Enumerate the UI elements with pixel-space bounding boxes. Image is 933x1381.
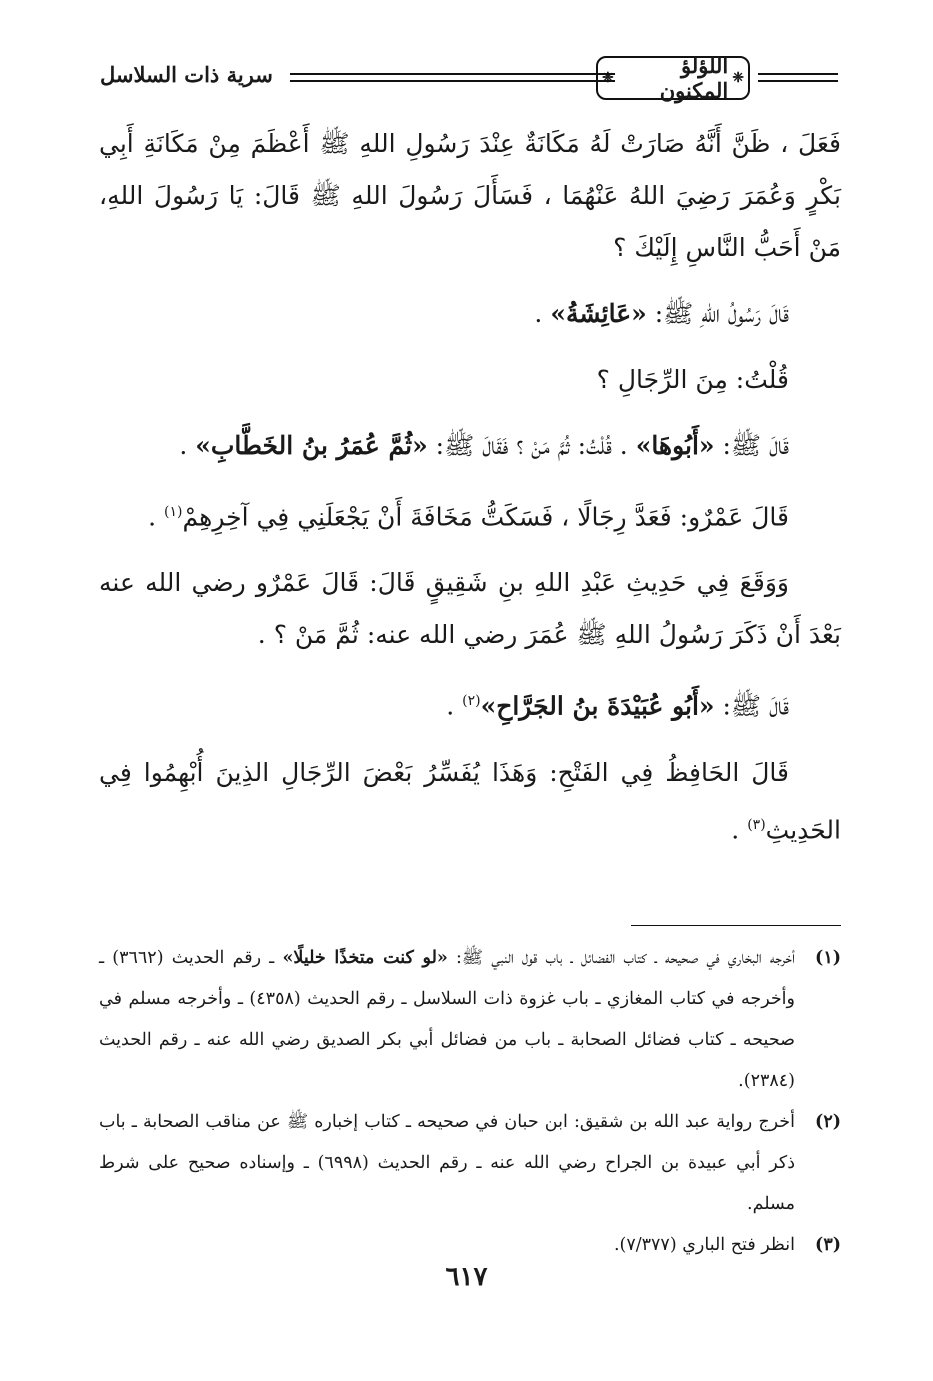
text-run: قَالَ الحَافِظُ فِي الفَتْحِ: وَهَذَا يُفَسِّرُ بَعْضَ الرِّجَالِ الذِينَ أُبْهِمُوا فِي الحَدِيثِ <box>99 757 841 844</box>
book-title: اللؤلؤ المكنون <box>659 53 729 103</box>
page-number: ٦١٧ <box>445 1262 488 1292</box>
text-run: قَالَ ﷺ: <box>714 691 789 721</box>
footnote-text: أخرج رواية عبد الله بن شقيق: ابن حبان في صحيحه ـ كتاب إخباره ﷺ عن مناقب الصحابة ـ باب ذكر أبي عبيدة بن الجراح رضي الله عنه ـ رقم الحديث (٦٩٩٨) ـ وإسناده صحيح على شرط مسلم. <box>99 1112 795 1214</box>
hadith-quote: «أَبُو عُبَيْدَةَ بنُ الجَرَّاحِ» <box>480 691 715 721</box>
text-run: . <box>731 814 748 844</box>
ornament-icon: ❈ <box>732 70 744 86</box>
paragraph <box>99 747 841 856</box>
footnotes <box>99 938 841 1266</box>
footnote <box>99 1102 841 1225</box>
paragraph: وَوَقَعَ فِي حَدِيثِ عَبْدِ اللهِ بنِ شَقِيقٍ قَالَ: قَالَ عَمْرٌو رضي الله عنه بَعْدَ أَنْ ذَكَرَ رَسُولُ اللهِ ﷺ عُمَرَ رضي الله عنه: ثُمَّ مَنْ ؟ . <box>99 568 841 650</box>
ornament-icon: ❈ <box>602 70 614 86</box>
footnote-ref[interactable]: (٢) <box>462 693 481 710</box>
text-run: ـ رقم الحديث (٣٦٦٢) ـ وأخرجه في كتاب المغازي ـ باب غزوة ذات السلاسل ـ رقم الحديث (٤٣٥٨) ـ وأخرجه مسلم في صحيحه ـ كتاب فضائل الصحابة ـ باب من فضائل أبي بكر الصديق رضي الله عنه ـ رقم الحديث (٢٣٨٤). <box>99 948 795 1091</box>
header-rule-right <box>758 73 838 82</box>
chapter-title: سرية ذات السلاسل <box>100 62 273 87</box>
footnote-number: (٣) <box>815 1235 841 1255</box>
footnote-ref[interactable]: (١) <box>164 504 183 520</box>
book-title-cartouche <box>596 53 750 103</box>
text-run: قَالَ ﷺ: <box>714 431 789 460</box>
text-run: . <box>148 502 165 532</box>
footnote-text <box>99 938 795 1102</box>
running-header <box>100 53 838 103</box>
footnote-number: (٢) <box>815 1112 841 1132</box>
text-run: . <box>446 691 463 721</box>
text-run: قَالَ عَمْرٌو: فَعَدَّ رِجَالًا ، فَسَكَتُّ مَخَافَةَ أَنْ يَجْعَلَنِي فِي آخِرِهِمْ <box>182 502 789 532</box>
paragraph <box>99 288 841 340</box>
text-run: . قُلْتُ: ثُمَّ مَنْ ؟ فَقَالَ ﷺ: <box>427 431 636 460</box>
text-run: أخرجه البخاري في صحيحه ـ كتاب الفضائل ـ باب قول النبي ﷺ: <box>447 948 795 968</box>
paragraph <box>99 420 841 472</box>
hadith-quote: «أَبُوهَا» <box>635 431 715 460</box>
paragraph <box>99 675 841 732</box>
footnote-number: (١) <box>815 948 841 968</box>
text-run: . <box>179 431 196 460</box>
footnote <box>99 938 841 1102</box>
hadith-quote: «ثُمَّ عُمَرُ بنُ الخَطَّابِ» <box>195 431 428 460</box>
main-text <box>99 118 841 870</box>
header-rule-left <box>290 73 615 82</box>
footnote-text: انظر فتح الباري (٧/٣٧٧). <box>613 1235 795 1255</box>
hadith-title: «لو كنت متخذًا خليلًا» <box>282 948 448 968</box>
footnote-divider <box>631 925 841 926</box>
footnote <box>99 1225 841 1266</box>
paragraph: فَعَلَ ، ظَنَّ أَنَّهُ صَارَتْ لَهُ مَكَانَةٌ عِنْدَ رَسُولِ اللهِ ﷺ أَعْظَمَ مِنْ مَكَانَةِ أَبِي بَكْرٍ وَعُمَرَ رَضِيَ اللهُ عَنْهُمَا ، فَسَأَلَ رَسُولَ اللهِ ﷺ قَالَ: يَا رَسُولَ اللهِ، مَنْ أَحَبُّ النَّاسِ إِلَيْكَ ؟ <box>99 129 841 262</box>
text-run: قَالَ رَسُولُ اللهِ ﷺ: <box>646 299 789 328</box>
paragraph: قُلْتُ: مِنَ الرِّجَالِ ؟ <box>596 365 789 394</box>
hadith-quote: «عَائِشَةُ» <box>550 299 647 328</box>
footnote-ref[interactable]: (٣) <box>747 816 766 833</box>
text-run: . <box>534 299 551 328</box>
paragraph <box>99 486 841 543</box>
